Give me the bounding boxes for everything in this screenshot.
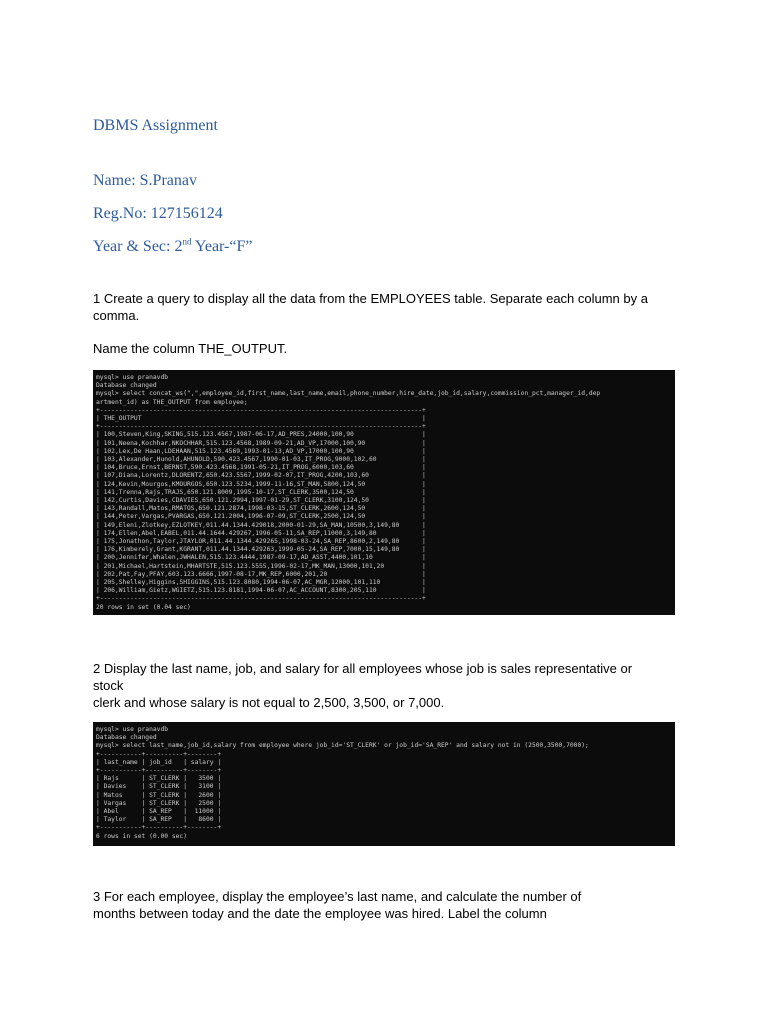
- question-3-line-1: 3 For each employee, display the employee’s last name, and calculate the number of: [93, 889, 582, 904]
- document-title: DBMS Assignment: [93, 117, 218, 134]
- terminal-1-line: artment_id) as THE_OUTPUT from employee;: [96, 398, 248, 406]
- terminal-1-line: mysql> use pranavdb: [96, 374, 169, 381]
- year-suffix: Year-“F”: [191, 238, 253, 255]
- terminal-1-line: | 200,Jennifer,Whalen,JWHALEN,515.123.4444,1987-09-17,AD_ASST,4400,101,10 |: [96, 554, 426, 562]
- terminal-1-line: | 107,Diana,Lorentz,DLORENTZ,650.423.5567,1999-02-07,IT_PROG,4200,103,60 |: [96, 472, 426, 480]
- terminal-1-line: | 104,Bruce,Ernst,BERNST,590.423.4568,1991-05-21,IT_PROG,6000,103,60 |: [96, 464, 426, 472]
- terminal-2-line: mysql> use pranavdb: [96, 726, 169, 733]
- terminal-1-line: | 141,Trenna,Rajs,TRAJS,650.121.8009,1995-10-17,ST_CLERK,3500,124,50 |: [96, 488, 426, 496]
- question-1-terminal-screenshot: [93, 370, 675, 615]
- terminal-2-line: | Rajs | ST_CLERK | 3500 |: [96, 775, 222, 783]
- terminal-1-line: | 100,Steven,King,SKING,515.123.4567,1987-06-17,AD_PRES,24000,100,90 |: [96, 431, 426, 439]
- terminal-2-line: mysql> select last_name,job_id,salary from employee where job_id='ST_CLERK' or job_id='SA_REP' and salary not in (2500,3500,7000);: [96, 742, 589, 750]
- terminal-2-line: 6 rows in set (0.00 sec): [96, 832, 187, 840]
- year-prefix: Year & Sec: 2: [93, 238, 183, 255]
- terminal-1-line: | 149,Eleni,Zlotkey,EZLOTKEY,011.44.1344.429018,2000-01-29,SA_MAN,10500,3,149,80 |: [96, 521, 426, 529]
- question-2-text: [93, 660, 673, 711]
- question-2-line-2: stock: [93, 678, 124, 693]
- question-3-line-2: months between today and the date the employee was hired. Label the column: [93, 906, 547, 921]
- terminal-1-line: | 205,Shelley,Higgins,SHIGGINS,515.123.8080,1994-06-07,AC_MGR,12000,101,110 |: [96, 579, 426, 587]
- terminal-1-line: +-------------------------------------------------------------------------------------+: [96, 595, 426, 603]
- terminal-1-line: Database changed: [96, 382, 157, 390]
- terminal-2-line: | Taylor | SA_REP | 8600 |: [96, 816, 222, 824]
- question-2-line-1: 2 Display the last name, job, and salary for all employees whose job is sales representative or: [93, 661, 633, 676]
- terminal-1-line: | 102,Lex,De Haan,LDEHAAN,515.123.4569,1993-01-13,AD_VP,17000,100,90 |: [96, 447, 426, 455]
- question-3-text: [93, 888, 673, 922]
- question-1-text: 1 Create a query to display all the data from the EMPLOYEES table. Separate each column by a comma.: [93, 291, 648, 323]
- terminal-2-line: +-----------+----------+--------+: [96, 750, 222, 758]
- terminal-1-line: mysql> select concat_ws(",",employee_id,first_name,last_name,email,phone_number,hire_date,job_id,salary,commission_pct,manager_id,dep: [96, 390, 601, 398]
- registration-number: Reg.No: 127156124: [93, 205, 223, 222]
- terminal-1-line: | 202,Pat,Fay,PFAY,603.123.6666,1997-08-17,MK_REP,6000,201,20 |: [96, 570, 426, 578]
- year-ordinal: nd: [182, 236, 192, 247]
- terminal-2-line: | Vargas | ST_CLERK | 2500 |: [96, 799, 222, 807]
- terminal-2-line: | Abel | SA_REP | 11000 |: [96, 808, 222, 816]
- question-2-line-3: clerk and whose salary is not equal to 2,500, 3,500, or 7,000.: [93, 695, 445, 710]
- terminal-1-line: | THE_OUTPUT |: [96, 415, 426, 423]
- question-1-column-name: Name the column THE_OUTPUT.: [93, 341, 288, 356]
- terminal-1-line: | 201,Michael,Hartstein,MHARTSTE,515.123.5555,1996-02-17,MK_MAN,13000,101,20 |: [96, 562, 426, 570]
- terminal-2-line: +-----------+----------+--------+: [96, 767, 222, 775]
- terminal-1-line: | 206,William,Gietz,WGIETZ,515.123.8181,1994-06-07,AC_ACCOUNT,8300,205,110 |: [96, 587, 426, 595]
- terminal-2-line: | last_name | job_id | salary |: [96, 758, 222, 766]
- terminal-1-line: | 103,Alexander,Hunold,AHUNOLD,590.423.4567,1990-01-03,IT_PROG,9000,102,60 |: [96, 456, 426, 464]
- terminal-1-line: | 142,Curtis,Davies,CDAVIES,650.121.2994,1997-01-29,ST_CLERK,3100,124,50 |: [96, 497, 426, 505]
- terminal-2-line: +-----------+----------+--------+: [96, 824, 222, 832]
- terminal-2-line: | Matos | ST_CLERK | 2600 |: [96, 791, 222, 799]
- terminal-1-line: +-------------------------------------------------------------------------------------+: [96, 423, 426, 431]
- terminal-1-line: | 143,Randall,Matos,RMATOS,650.121.2874,1998-03-15,ST_CLERK,2600,124,50 |: [96, 505, 426, 513]
- terminal-1-line: 20 rows in set (0.04 sec): [96, 603, 191, 611]
- terminal-1-line: | 176,Kimberely,Grant,KGRANT,011.44.1344.429263,1999-05-24,SA_REP,7000,15,149,80 |: [96, 546, 426, 554]
- terminal-1-line: | 144,Peter,Vargas,PVARGAS,650.121.2004,1996-07-09,ST_CLERK,2500,124,50 |: [96, 513, 426, 521]
- student-name: Name: S.Pranav: [93, 172, 197, 189]
- terminal-2-line: Database changed: [96, 734, 157, 742]
- terminal-1-line: | 101,Neena,Kochhar,NKOCHHAR,515.123.4568,1989-09-21,AD_VP,17000,100,90 |: [96, 439, 426, 447]
- terminal-1-line: | 174,Ellen,Abel,EABEL,011.44.1644.429267,1996-05-11,SA_REP,11000,3,149,80 |: [96, 529, 426, 537]
- terminal-1-line: | 175,Jonathon,Taylor,JTAYLOR,011.44.1344.429265,1998-03-24,SA_REP,8600,2,149,80 |: [96, 538, 426, 546]
- question-2-terminal-screenshot: [93, 722, 675, 846]
- terminal-1-line: | 124,Kevin,Mourgos,KMOURGOS,650.123.5234,1999-11-16,ST_MAN,5800,124,50 |: [96, 480, 426, 488]
- year-section: [93, 238, 252, 256]
- terminal-1-line: +-------------------------------------------------------------------------------------+: [96, 406, 426, 414]
- terminal-2-line: | Davies | ST_CLERK | 3100 |: [96, 783, 222, 791]
